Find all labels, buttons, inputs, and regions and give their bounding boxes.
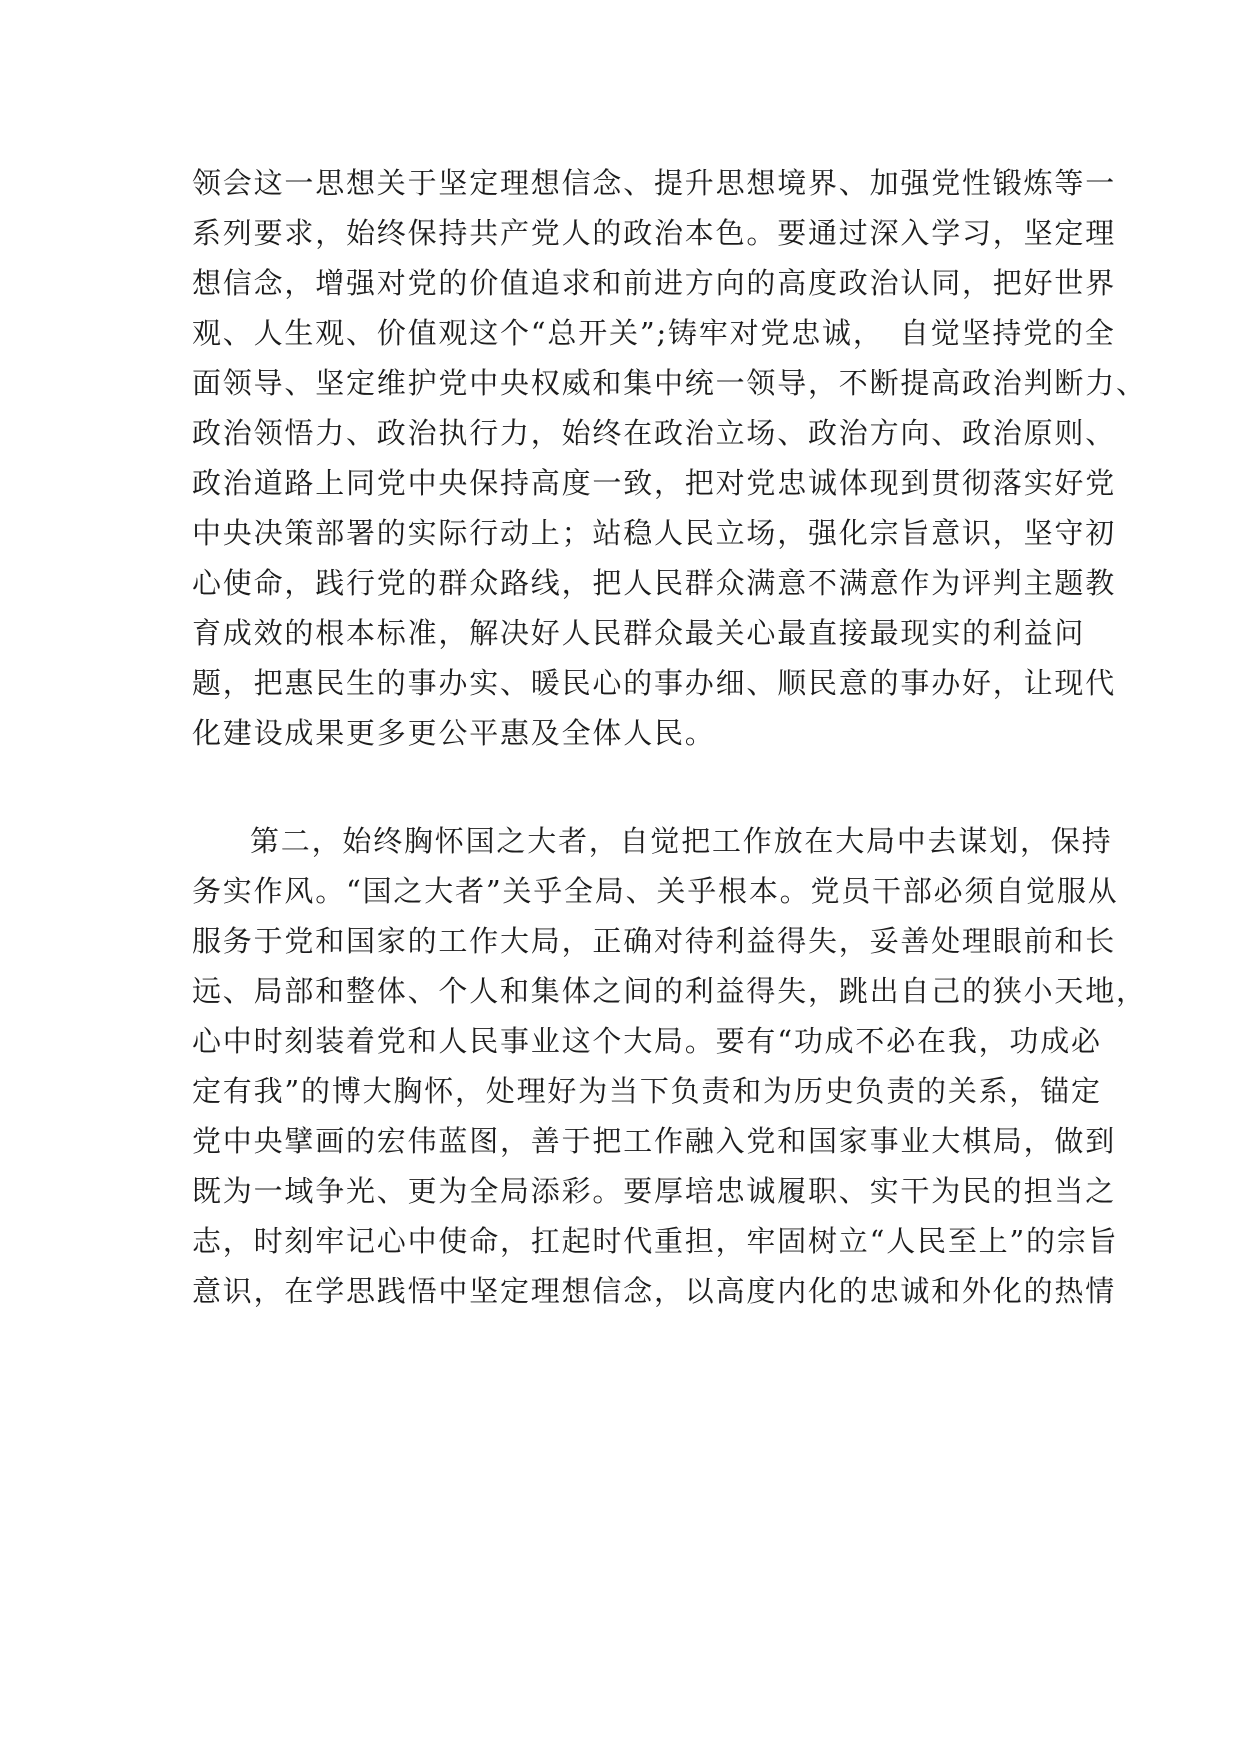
text-line: 服务于党和国家的工作大局，正确对待利益得失，妥善处理眼前和长 xyxy=(192,924,1117,958)
text-line: 意识，在学思践悟中坚定理想信念，以高度内化的忠诚和外化的热情 xyxy=(192,1274,1117,1308)
text-line: 题，把惠民生的事办实、暖民心的事办细、顺民意的事办好，让现代 xyxy=(192,666,1117,700)
text-line: 心中时刻装着党和人民事业这个大局。要有“功成不必在我，功成必 xyxy=(192,1024,1102,1058)
text-line: 远、局部和整体、个人和集体之间的利益得失，跳出自己的狭小天地， xyxy=(192,974,1147,1008)
text-line: 务实作风。“国之大者”关乎全局、关乎根本。党员干部必须自觉服从 xyxy=(192,874,1119,908)
body-paragraph-2 xyxy=(192,816,1147,1316)
text-line: 政治领悟力、政治执行力，始终在政治立场、政治方向、政治原则、 xyxy=(192,416,1117,450)
body-paragraph-1 xyxy=(192,158,1147,758)
text-line: 面领导、坚定维护党中央权威和集中统一领导，不断提高政治判断力、 xyxy=(192,366,1147,400)
text-line: 心使命，践行党的群众路线，把人民群众满意不满意作为评判主题教 xyxy=(192,566,1117,600)
text-line: 想信念，增强对党的价值追求和前进方向的高度政治认同，把好世界 xyxy=(192,266,1117,300)
text-line: 观、人生观、价值观这个“总开关”;铸牢对党忠诚， 自觉坚持党的全 xyxy=(192,316,1116,350)
text-line: 定有我”的博大胸怀，处理好为当下负责和为历史负责的关系，锚定 xyxy=(192,1074,1102,1108)
text-line: 第二，始终胸怀国之大者，自觉把工作放在大局中去谋划，保持 xyxy=(250,824,1113,858)
text-line: 中央决策部署的实际行动上；站稳人民立场，强化宗旨意识，坚守初 xyxy=(192,516,1117,550)
text-line: 系列要求，始终保持共产党人的政治本色。要通过深入学习，坚定理 xyxy=(192,216,1117,250)
text-line: 志，时刻牢记心中使命，扛起时代重担，牢固树立“人民至上”的宗旨 xyxy=(192,1224,1119,1258)
text-line: 政治道路上同党中央保持高度一致，把对党忠诚体现到贯彻落实好党 xyxy=(192,466,1117,500)
text-line: 育成效的根本标准，解决好人民群众最关心最直接最现实的利益问 xyxy=(192,616,1086,650)
text-line: 化建设成果更多更公平惠及全体人民。 xyxy=(192,716,716,750)
text-line: 党中央擘画的宏伟蓝图，善于把工作融入党和国家事业大棋局，做到 xyxy=(192,1124,1117,1158)
text-line: 既为一域争光、更为全局添彩。要厚培忠诚履职、实干为民的担当之 xyxy=(192,1174,1117,1208)
text-line: 领会这一思想关于坚定理想信念、提升思想境界、加强党性锻炼等一 xyxy=(192,166,1117,200)
